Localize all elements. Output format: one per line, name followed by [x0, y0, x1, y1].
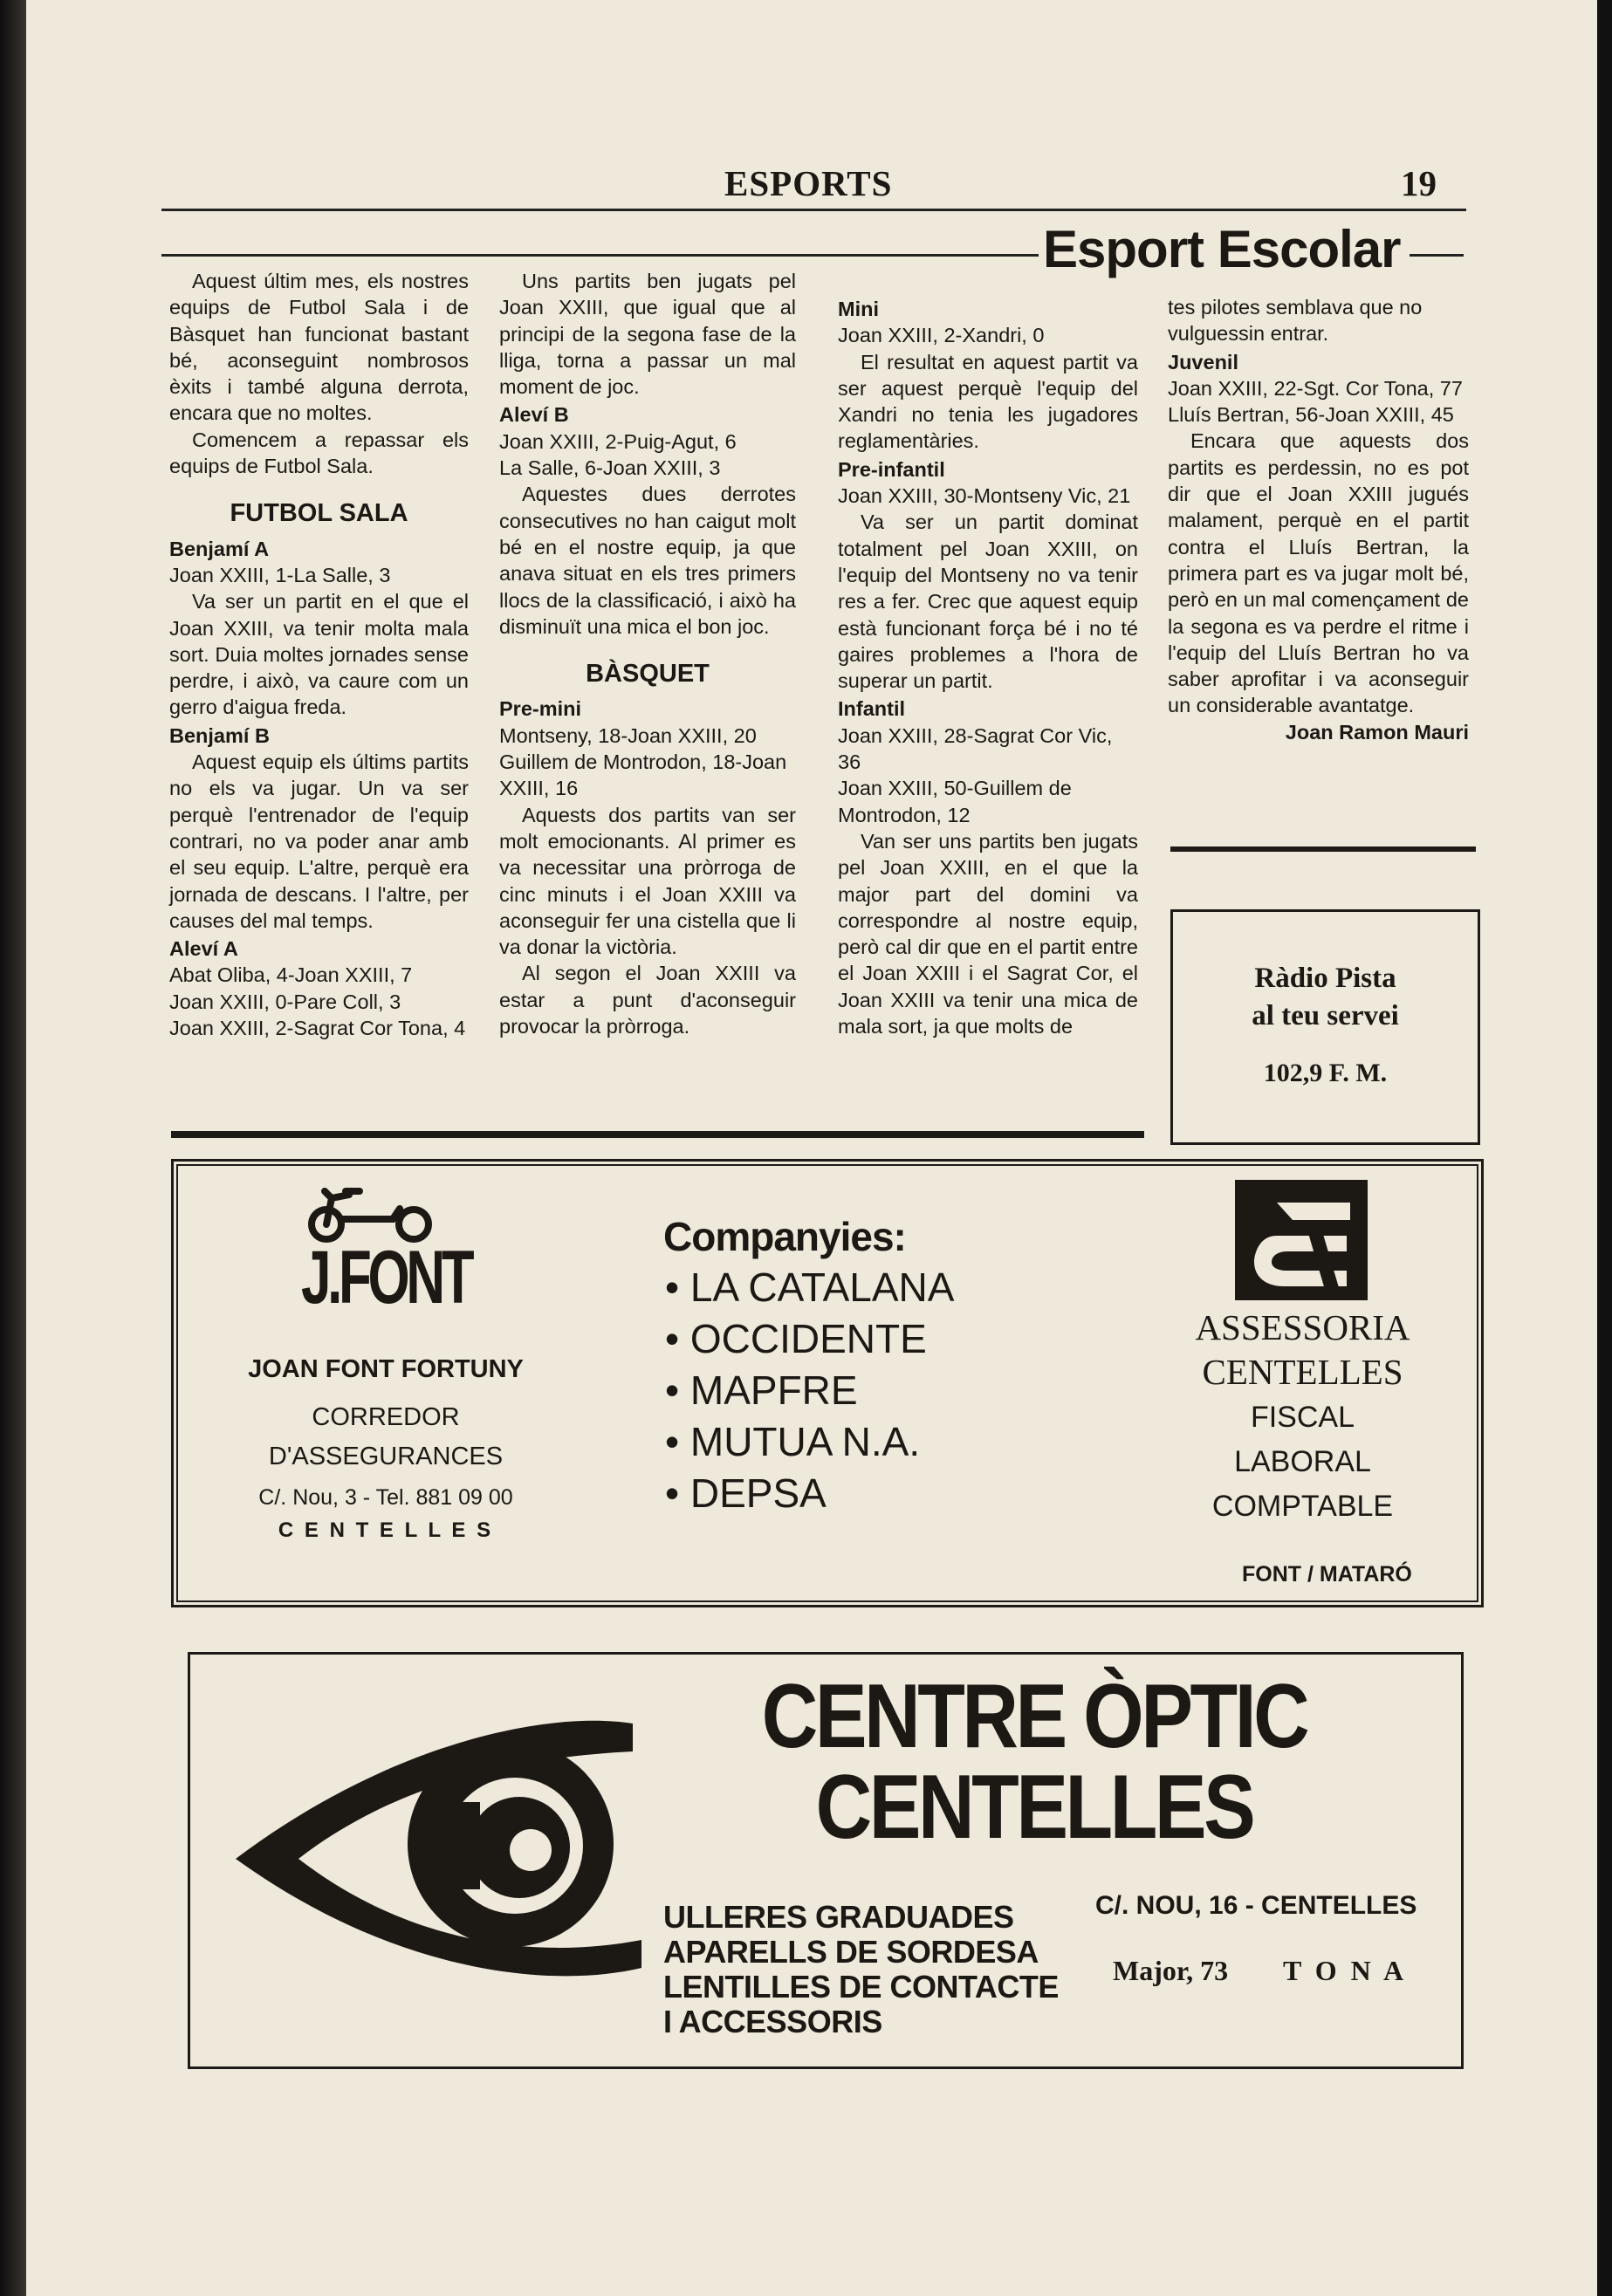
- article-paragraph: Joan XXIII, 22-Sgt. Cor Tona, 77: [1168, 376, 1463, 400]
- broker-name: JOAN FONT FORTUNY: [248, 1355, 524, 1383]
- team-heading: Benjamí A: [169, 537, 270, 560]
- article-paragraph: Joan XXIII, 30-Montseny Vic, 21: [838, 484, 1131, 508]
- article-title: Esport Escolar: [1043, 220, 1401, 278]
- service-fiscal: FISCAL: [1250, 1401, 1355, 1434]
- article-bottom-rule: [171, 1131, 1144, 1138]
- printer-credit: FONT / MATARÓ: [1242, 1562, 1412, 1587]
- article-column-4: [1168, 294, 1469, 745]
- company-item: • OCCIDENTE: [665, 1316, 927, 1361]
- article-paragraph: Lluís Bertran, 56-Joan XXIII, 45: [1168, 403, 1454, 427]
- article-paragraph: Joan XXIII, 2-Xandri, 0: [838, 324, 1045, 347]
- article-column-2: [499, 268, 796, 1039]
- service-laboral: LABORAL: [1234, 1445, 1371, 1478]
- optic-title-1: CENTRE ÒPTIC: [761, 1666, 1307, 1767]
- broker-role-2: D'ASSEGURANCES: [268, 1443, 504, 1470]
- article-column-1: [169, 268, 469, 1041]
- article-paragraph: Abat Oliba, 4-Joan XXIII, 7: [169, 963, 413, 987]
- team-heading: Benjamí B: [169, 723, 270, 747]
- radio-pista-ad: [1170, 909, 1480, 1145]
- article-paragraph: Van ser uns partits ben jugats pel Joan XXIII, en el que la major part del domini va correspondre al nostre equip, però cal dir que en el partit entre el Joan XXIII i el Sagrat Cor, el Joan XXIII va tenir una mica de mala sort, ja que molts de: [838, 829, 1138, 1038]
- article-column-3: [838, 294, 1138, 1039]
- optic-service: LENTILLES DE CONTACTE: [663, 1969, 1059, 2005]
- optic-service: APARELLS DE SORDESA: [663, 1934, 1039, 1970]
- title-rule-right: [1410, 254, 1464, 257]
- team-heading: Infantil: [838, 697, 906, 721]
- team-heading: Pre-infantil: [838, 457, 945, 481]
- article-paragraph: El resultat en aquest partit va ser aquest perquè l'equip del Xandri no tenia les jugadores reglamentàries.: [838, 350, 1138, 453]
- binding-spine: [0, 0, 26, 2296]
- assessoria-line-1: ASSESSORIA: [1195, 1307, 1410, 1347]
- article-paragraph: Guillem de Montrodon, 18-Joan XXIII, 16: [499, 750, 787, 800]
- article-paragraph: Va ser un partit en el que el Joan XXIII, va tenir molta mala sort. Duia moltes jornades sense perdre, i això, va caure com un gerro d'aigua freda.: [169, 590, 469, 719]
- article-paragraph: Montseny, 18-Joan XXIII, 20: [499, 723, 757, 747]
- article-paragraph: Joan XXIII, 1-La Salle, 3: [169, 563, 391, 586]
- signature-rule: [1170, 846, 1476, 852]
- eye-logo-icon: [218, 1706, 655, 1994]
- article-paragraph: Aquestes dues derrotes consecutives no han caigut molt bé en el nostre equip, ja que anava situat en els tres primers llocs de la classificació, i això ha disminuït una mica el bon joc.: [499, 483, 796, 638]
- companies-title: Companyies:: [663, 1214, 906, 1259]
- article-paragraph: tes pilotes semblava que no vulguessin entrar.: [1168, 296, 1423, 346]
- article-paragraph: Uns partits ben jugats pel Joan XXIII, que igual que al principi de la segona fase de la lliga, torna a passar un mal moment de joc.: [499, 270, 796, 399]
- sport-heading: FUTBOL SALA: [230, 499, 408, 528]
- team-heading: Juvenil: [1168, 350, 1238, 374]
- jfont-logo: J.FONT: [301, 1236, 471, 1319]
- article-paragraph: Comencem a repassar els equips de Futbol Sala.: [169, 428, 469, 478]
- author-signature: Joan Ramon Mauri: [1285, 720, 1469, 744]
- assessoria-line-2: CENTELLES: [1202, 1352, 1403, 1392]
- article-paragraph: La Salle, 6-Joan XXIII, 3: [499, 456, 721, 480]
- optic-services: [663, 1900, 1059, 2039]
- article-paragraph: Joan XXIII, 28-Sagrat Cor Vic, 36: [838, 723, 1113, 774]
- optic-service: ULLERES GRADUADES: [663, 1899, 1014, 1935]
- optic-service: I ACCESSORIS: [663, 2004, 882, 2039]
- team-heading: Pre-mini: [499, 697, 582, 721]
- header-rule: [161, 209, 1466, 211]
- broker-address: C/. Nou, 3 - Tel. 881 09 00: [258, 1485, 513, 1510]
- team-heading: Aleví A: [169, 937, 238, 961]
- article-paragraph: Joan XXIII, 0-Pare Coll, 3: [169, 990, 401, 1013]
- company-item: • MAPFRE: [665, 1367, 858, 1413]
- article-paragraph: Joan XXIII, 50-Guillem de Montrodon, 12: [838, 777, 1072, 826]
- article-paragraph: Va ser un partit dominat totalment pel Joan XXIII, on l'equip del Montseny no va tenir res a fer. Crec que aquest equip està funcionant força bé i no té gaires problemes a l'hora de superar un partit.: [838, 511, 1138, 693]
- broker-town: C E N T E L L E S: [278, 1518, 494, 1542]
- optic-town-tona: T O N A: [1283, 1955, 1408, 1986]
- page-number: 19: [1401, 163, 1437, 203]
- article-paragraph: Joan XXIII, 2-Puig-Agut, 6: [499, 429, 737, 453]
- assessoria-logo-icon: [1235, 1180, 1368, 1300]
- optic-title-2: CENTELLES: [815, 1757, 1253, 1858]
- service-comptable: COMPTABLE: [1211, 1490, 1394, 1523]
- title-rule-left: [161, 254, 1039, 257]
- company-item: • MUTUA N.A.: [665, 1419, 921, 1464]
- article-paragraph: Al segon el Joan XXIII va estar a punt d'aconseguir provocar la pròrroga.: [499, 962, 796, 1038]
- company-item: • DEPSA: [665, 1470, 827, 1516]
- article-paragraph: Aquest últim mes, els nostres equips de Futbol Sala i de Bàsquet han funcionat bastant bé, aconseguint nombrosos èxits i també alguna derrota, encara que no moltes.: [169, 270, 469, 425]
- sport-heading: BÀSQUET: [586, 660, 710, 689]
- radio-line-1: Ràdio Pista: [1254, 963, 1396, 994]
- section-title: ESPORTS: [724, 163, 893, 203]
- team-heading: Mini: [838, 298, 879, 320]
- optic-address-centelles: C/. NOU, 16 - CENTELLES: [1095, 1891, 1417, 1920]
- page-edge: [1597, 0, 1612, 2296]
- article-paragraph: Joan XXIII, 2-Sagrat Cor Tona, 4: [169, 1017, 466, 1040]
- article-paragraph: Aquest equip els últims partits no els va jugar. Un va ser perquè l'entrenador de l'equip contrari, no va poder anar amb el seu equip. L'altre, perquè era jornada de descans. I l'altre, per causes del mal temps.: [169, 750, 469, 932]
- radio-line-2: al teu servei: [1252, 1000, 1399, 1031]
- optic-address-tona: Major, 73: [1113, 1955, 1229, 1986]
- article-paragraph: Aquests dos partits van ser molt emocionants. Al primer es va necessitar una pròrroga de cinc minuts i el Joan XXIII va aconseguir fer una cistella que li va donar la victòria.: [499, 803, 796, 959]
- team-heading: Aleví B: [499, 403, 569, 427]
- radio-frequency: 102,9 F. M.: [1263, 1059, 1388, 1087]
- company-item: • LA CATALANA: [665, 1265, 955, 1310]
- companies-list: [665, 1262, 954, 1519]
- broker-role-1: CORREDOR: [312, 1403, 460, 1431]
- article-paragraph: Encara que aquests dos partits es perdessin, no es pot dir que el Joan XXIII jugués malament, perquè en el partit contra el Lluís Bertran, la primera part es va jugar molt bé, però en un mal començament de la segona es va perdre el ritme i l'equip del Lluís Bertran ho va saber aprofitar i va aconseguir un considerable avantatge.: [1168, 429, 1469, 717]
